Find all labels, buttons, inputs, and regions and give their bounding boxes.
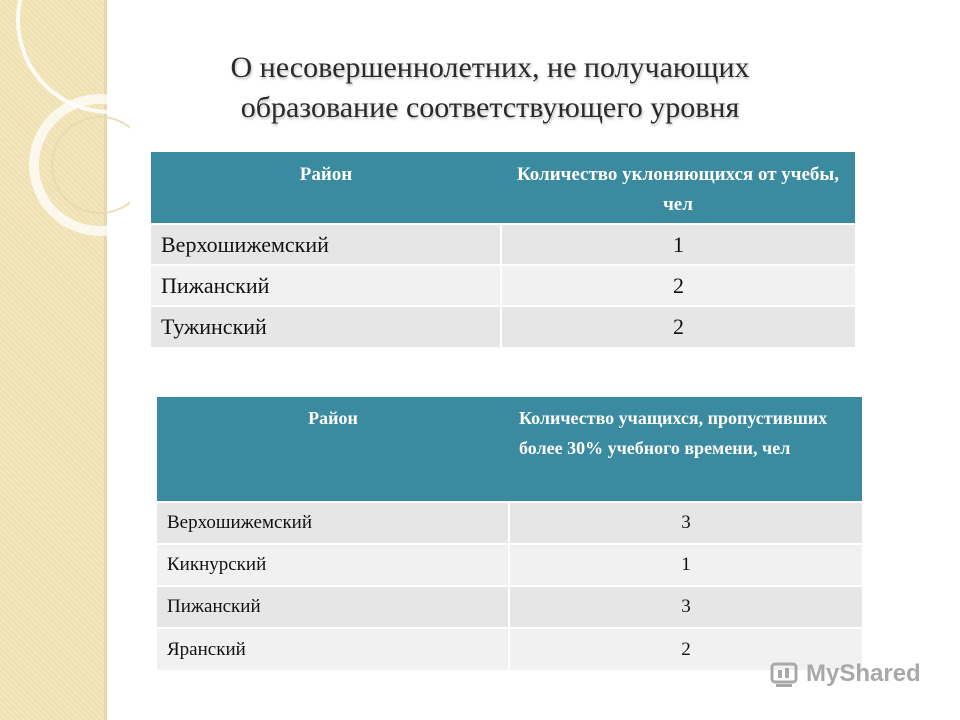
count-cell: 2 <box>501 306 855 347</box>
table-row <box>157 586 862 628</box>
column-header-count: Количество учащихся, пропустивших более 30% учебного времени, чел <box>509 397 862 502</box>
count-cell: 2 <box>501 265 855 306</box>
district-cell: Кикнурский <box>157 544 509 586</box>
decorative-circles <box>0 0 130 260</box>
watermark-text: MyShared <box>806 660 921 687</box>
absent-students-table <box>157 397 862 670</box>
count-cell: 3 <box>509 586 862 628</box>
district-cell: Верхошижемский <box>157 502 509 544</box>
table-row <box>157 544 862 586</box>
table-row <box>157 628 862 670</box>
myshared-watermark[interactable] <box>768 656 921 692</box>
logo-icon <box>768 658 800 690</box>
district-cell: Тужинский <box>151 306 501 347</box>
count-cell: 2 <box>509 628 862 670</box>
district-cell: Пижанский <box>151 265 501 306</box>
table-row <box>151 306 855 347</box>
count-cell: 3 <box>509 502 862 544</box>
table-header-row <box>151 152 855 224</box>
evading-students-table <box>151 152 855 347</box>
count-cell: 1 <box>501 224 855 265</box>
column-header-count: Количество уклоняющихся от учебы, чел <box>501 152 855 224</box>
column-header-district: Район <box>157 397 509 502</box>
column-header-district: Район <box>151 152 501 224</box>
table-row <box>157 502 862 544</box>
district-cell: Яранский <box>157 628 509 670</box>
table-header-row <box>157 397 862 502</box>
district-cell: Пижанский <box>157 586 509 628</box>
slide-title: О несовершеннолетних, не получающих образование соответствующего уровня <box>230 51 750 124</box>
table-row <box>151 265 855 306</box>
district-cell: Верхошижемский <box>151 224 501 265</box>
table-row <box>151 224 855 265</box>
count-cell: 1 <box>509 544 862 586</box>
